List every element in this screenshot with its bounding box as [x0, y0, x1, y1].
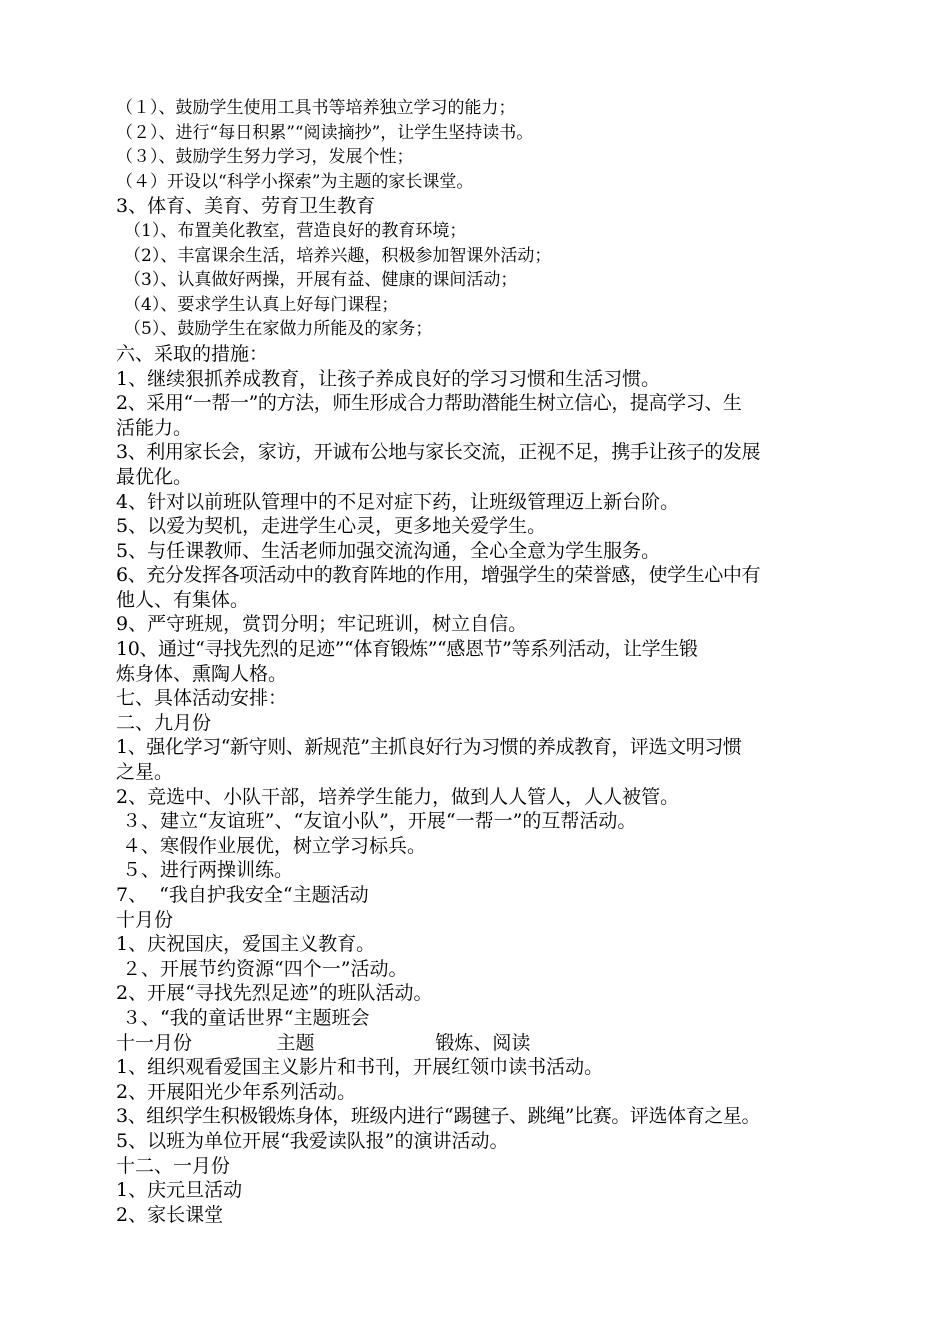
- text-line: 活能力。: [116, 416, 193, 439]
- text-line: ３、“我的童话世界“主题班会: [116, 1006, 370, 1029]
- text-line: ２、开展节约资源“四个一”活动。: [116, 957, 408, 980]
- text-line: 2、开展“寻找先烈足迹”的班队活动。: [116, 982, 433, 1005]
- text-line: （４）开设以“科学小探索”为主题的家长课堂。: [116, 171, 474, 192]
- text-line: （1）、布置美化教室，营造良好的教育环境；: [124, 220, 467, 241]
- text-line: （3）、认真做好两操，开展有益、健康的课间活动；: [124, 270, 518, 291]
- text-line: 2、采用“一帮一”的方法，师生形成合力帮助潜能生树立信心，提高学习、生: [116, 392, 742, 415]
- text-line: 2、家长课堂: [116, 1203, 224, 1226]
- month-heading: 二、九月份: [116, 711, 212, 734]
- month-heading: 十月份: [116, 908, 174, 931]
- text-line: 2、开展阳光少年系列活动。: [116, 1080, 357, 1103]
- text-line: 1、庆元旦活动: [116, 1179, 243, 1202]
- text-line: 最优化。: [116, 465, 193, 488]
- text-line: （2）、丰富课余生活，培养兴趣，积极参加智课外活动；: [124, 245, 552, 266]
- text-line: （１）、鼓励学生使用工具书等培养独立学习的能力；: [116, 98, 516, 118]
- text-line: 4、针对以前班队管理中的不足对症下药，让班级管理迈上新台阶。: [116, 490, 680, 513]
- text-line: 3、利用家长会，家访，开诚布公地与家长交流，正视不足，携手让孩子的发展: [116, 441, 761, 464]
- text-line: 6、充分发挥各项活动中的教育阵地的作用，增强学生的荣誉感，使学生心中有: [116, 564, 761, 587]
- text-line: 1、强化学习“新守则、新规范”主抓良好行为习惯的养成教育，评选文明习惯: [116, 736, 742, 759]
- text-line: 炼身体、熏陶人格。: [116, 662, 288, 685]
- text-line: ５、进行两操训练。: [116, 859, 294, 882]
- month-heading: 十一月份 主题 锻炼、阅读: [116, 1031, 531, 1054]
- text-line: 5、以班为单位开展“我爱读队报”的演讲活动。: [116, 1129, 509, 1152]
- text-line: 7、 “我自护我安全“主题活动: [116, 884, 369, 906]
- month-heading: 十二、一月份: [116, 1154, 231, 1177]
- text-line: 1、庆祝国庆，爱国主义教育。: [116, 933, 376, 956]
- text-line: 9、严守班规，赏罚分明；牢记班训，树立自信。: [116, 613, 528, 636]
- section-heading: 七、具体活动安排：: [116, 687, 288, 710]
- section-heading: 六、采取的措施：: [116, 342, 269, 365]
- text-line: 3、组织学生积极锻炼身体，班级内进行“踢毽子、跳绳”比赛。评选体育之星。: [116, 1105, 761, 1128]
- text-line: 5、以爱为契机，走进学生心灵，更多地关爱学生。: [116, 515, 547, 538]
- text-line: 之星。: [116, 761, 174, 784]
- document-body: [116, 96, 886, 1227]
- text-line: 10、通过“寻找先烈的足迹”“体育锻炼”“感恩节”等系列活动，让学生锻: [116, 638, 698, 661]
- text-line: （３）、鼓励学生努力学习，发展个性；: [116, 147, 414, 168]
- text-line: （２）、进行“每日积累”“阅读摘抄”，让学生坚持读书。: [116, 122, 534, 143]
- text-line: ４、寒假作业展优，树立学习标兵。: [116, 834, 427, 857]
- section-heading: 3、体育、美育、劳育卫生教育: [116, 195, 376, 218]
- text-line: 2、竞选中、小队干部，培养学生能力，做到人人管人，人人被管。: [116, 785, 680, 808]
- text-line: （4）、要求学生认真上好每门课程；: [124, 294, 399, 315]
- text-line: ３、建立“友谊班”、“友谊小队”，开展“一帮一”的互帮活动。: [116, 810, 637, 833]
- text-line: 1、继续狠抓养成教育，让孩子养成良好的学习习惯和生活习惯。: [116, 367, 661, 390]
- text-line: 1、组织观看爱国主义影片和书刊，开展红领巾读书活动。: [116, 1056, 604, 1079]
- text-line: 他人、有集体。: [116, 588, 250, 611]
- text-line: （5）、鼓励学生在家做力所能及的家务；: [124, 319, 433, 340]
- text-line: 5、与任课教师、生活老师加强交流沟通，全心全意为学生服务。: [116, 539, 661, 562]
